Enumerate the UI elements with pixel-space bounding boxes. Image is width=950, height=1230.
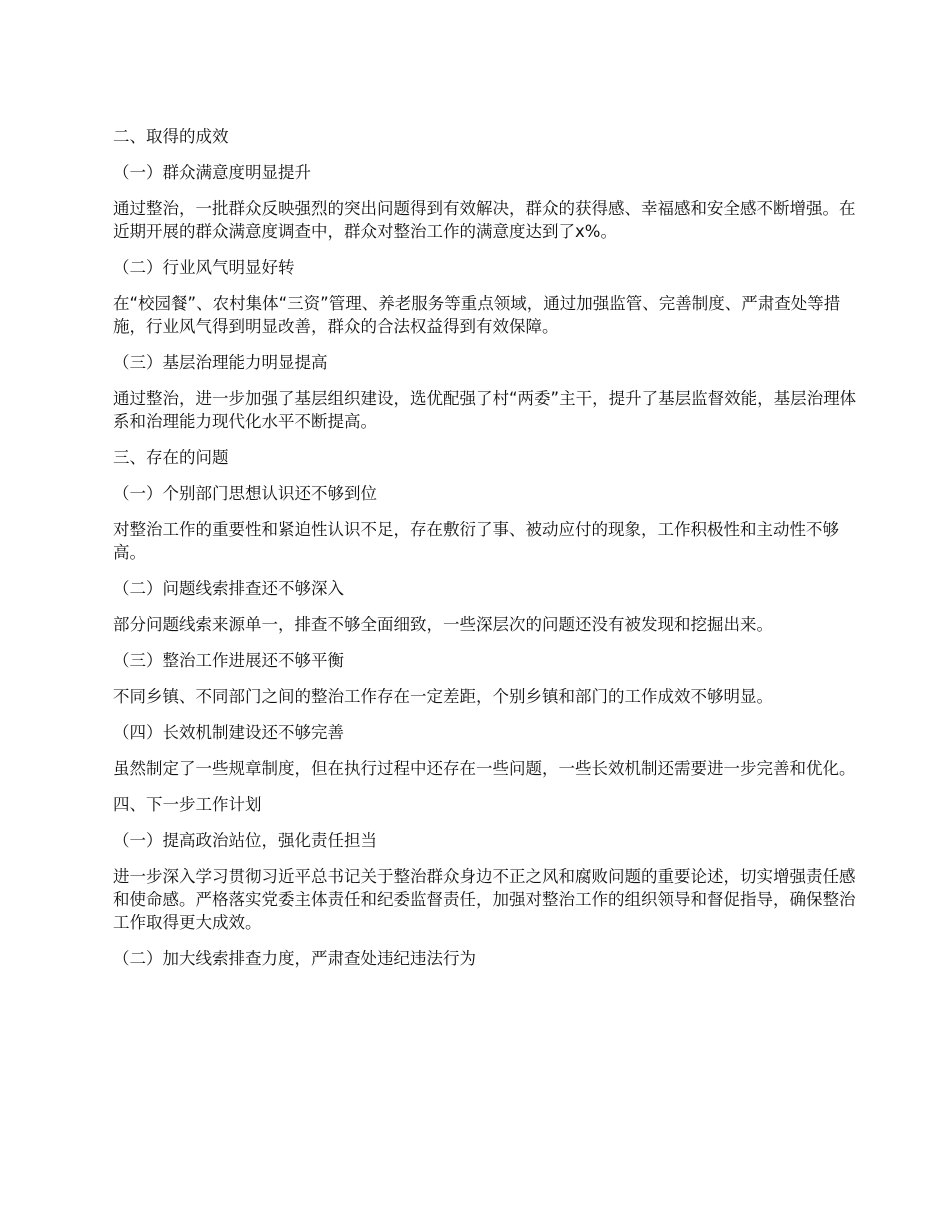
subheading-progress-balance: （三）整治工作进展还不够平衡 xyxy=(113,651,344,670)
paragraph-industry-conduct: 在“校园餐”、农村集体“三资”管理、养老服务等重点领域，通过加强监管、完善制度、严肃查处等措施，行业风气得到明显改善，群众的合法权益得到有效保障。 xyxy=(113,294,841,336)
paragraph-clue-investigation: 部分问题线索来源单一，排查不够全面细致，一些深层次的问题还没有被发现和挖掘出来。 xyxy=(113,615,773,634)
section-heading-achievements: 二、取得的成效 xyxy=(113,127,229,146)
subheading-clue-investigation: （二）问题线索排查还不够深入 xyxy=(113,579,344,598)
subheading-awareness: （一）个别部门思想认识还不够到位 xyxy=(113,484,377,503)
section-heading-problems: 三、存在的问题 xyxy=(113,448,229,467)
paragraph-long-term-mechanism: 虽然制定了一些规章制度，但在执行过程中还存在一些问题，一些长效机制还需要进一步完善和优化。 xyxy=(113,759,856,778)
subheading-industry-conduct: （二）行业风气明显好转 xyxy=(113,258,295,277)
subheading-long-term-mechanism: （四）长效机制建设还不够完善 xyxy=(113,723,344,742)
document-body xyxy=(113,125,858,983)
section-heading-next-steps: 四、下一步工作计划 xyxy=(113,795,262,814)
subheading-political-stance: （一）提高政治站位，强化责任担当 xyxy=(113,831,377,850)
subheading-satisfaction: （一）群众满意度明显提升 xyxy=(113,163,311,182)
subheading-grassroots-governance: （三）基层治理能力明显提高 xyxy=(113,353,328,372)
subheading-clue-enforcement: （二）加大线索排查力度，严肃查处违纪违法行为 xyxy=(113,949,476,968)
paragraph-satisfaction: 通过整治，一批群众反映强烈的突出问题得到有效解决，群众的获得感、幸福感和安全感不断增强。在近期开展的群众满意度调查中，群众对整治工作的满意度达到了x%。 xyxy=(113,199,856,241)
paragraph-progress-balance: 不同乡镇、不同部门之间的整治工作存在一定差距，个别乡镇和部门的工作成效不够明显。 xyxy=(113,687,773,706)
paragraph-awareness: 对整治工作的重要性和紧迫性认识不足，存在敷衍了事、被动应付的现象，工作积极性和主动性不够高。 xyxy=(113,520,839,562)
paragraph-political-stance: 进一步深入学习贯彻习近平总书记关于整治群众身边不正之风和腐败问题的重要论述，切实增强责任感和使命感。严格落实党委主体责任和纪委监督责任，加强对整治工作的组织领导和督促指导，确保整治工作取得更大成效。 xyxy=(113,867,856,932)
paragraph-grassroots-governance: 通过整治，进一步加强了基层组织建设，选优配强了村“两委”主干，提升了基层监督效能，基层治理体系和治理能力现代化水平不断提高。 xyxy=(113,389,857,431)
